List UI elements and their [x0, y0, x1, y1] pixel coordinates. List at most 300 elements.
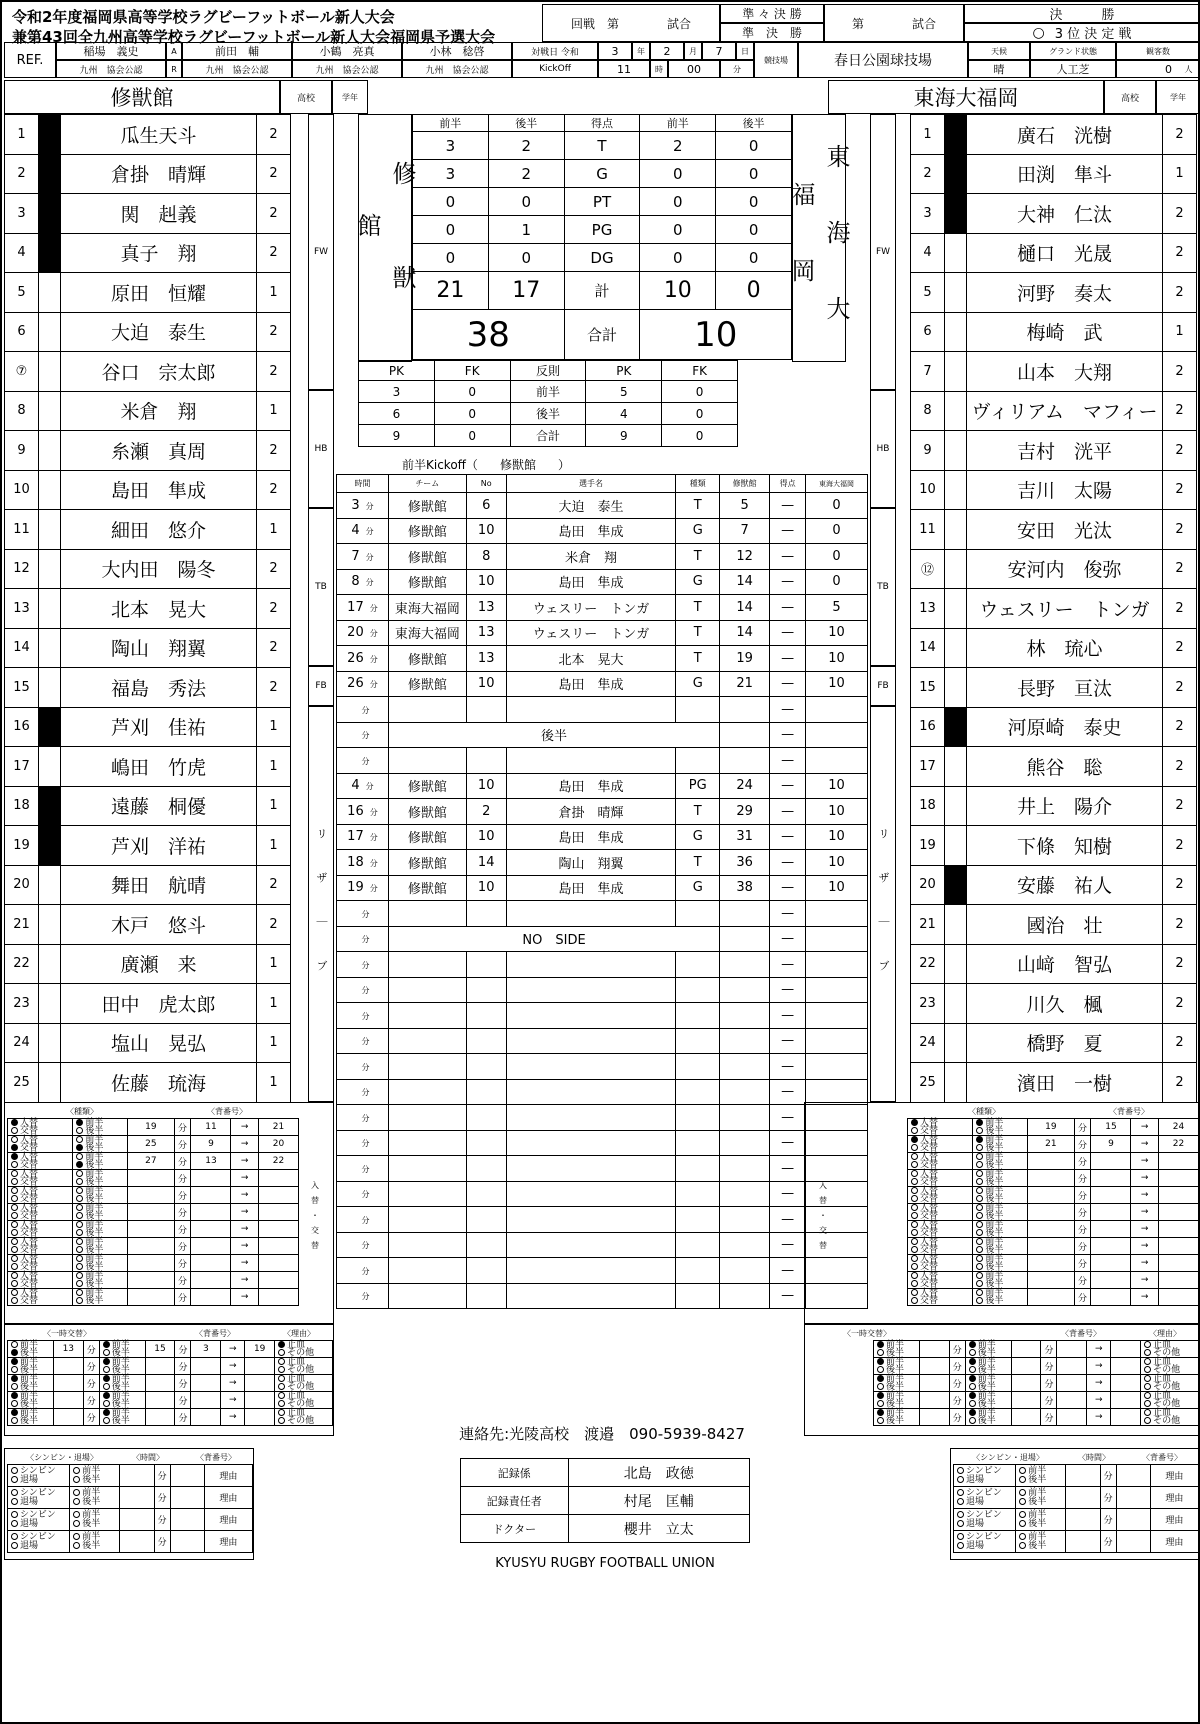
radio-option[interactable]	[1144, 1349, 1151, 1356]
score-cell: 0	[716, 132, 792, 160]
radio-option[interactable]	[957, 1511, 964, 1518]
radio-option[interactable]	[911, 1204, 918, 1211]
radio-option[interactable]	[976, 1136, 983, 1143]
radio-option[interactable]	[73, 1489, 80, 1496]
player-number: 14	[911, 628, 945, 668]
radio-option[interactable]	[911, 1246, 918, 1253]
radio-option[interactable]	[11, 1272, 18, 1279]
radio-option[interactable]	[957, 1533, 964, 1540]
event-team	[388, 952, 466, 978]
radio-option[interactable]	[76, 1212, 83, 1219]
radio-option[interactable]	[11, 1297, 18, 1304]
radio-option[interactable]	[11, 1349, 18, 1356]
radio-option[interactable]	[11, 1195, 18, 1202]
radio-option[interactable]	[1144, 1341, 1151, 1348]
radio-option[interactable]	[11, 1383, 18, 1390]
radio-option[interactable]	[73, 1476, 80, 1483]
radio-option[interactable]	[103, 1366, 110, 1373]
temp-out-half: 前半 後半	[874, 1358, 920, 1375]
radio-option[interactable]	[11, 1400, 18, 1407]
radio-option[interactable]	[103, 1400, 110, 1407]
radio-option[interactable]	[911, 1263, 918, 1270]
player-name: 橋野 夏	[967, 1023, 1163, 1063]
player-number: 18	[911, 786, 945, 826]
sub-half-cell: 前半 後半	[73, 1204, 128, 1221]
radio-option[interactable]	[103, 1417, 110, 1424]
radio-option[interactable]	[11, 1187, 18, 1194]
radio-option[interactable]	[11, 1263, 18, 1270]
player-number: 18	[5, 786, 39, 826]
event-dash: —	[770, 493, 806, 519]
radio-option[interactable]	[976, 1289, 983, 1296]
radio-option[interactable]	[11, 1161, 18, 1168]
sub-kind-cell: 人替 交替	[8, 1119, 73, 1136]
player-marker	[945, 194, 967, 234]
score-kind: T	[564, 132, 640, 160]
radio-option[interactable]	[911, 1255, 918, 1262]
radio-option[interactable]	[278, 1409, 285, 1416]
temp-reason: 止血 その他	[275, 1375, 333, 1392]
radio-option[interactable]	[911, 1195, 918, 1202]
radio-option[interactable]	[969, 1383, 976, 1390]
table-row	[5, 549, 291, 589]
radio-option[interactable]	[976, 1178, 983, 1185]
radio-option[interactable]	[1019, 1520, 1026, 1527]
player-year: 2	[1163, 115, 1197, 155]
radio-option[interactable]	[877, 1392, 884, 1399]
radio-option[interactable]	[911, 1238, 918, 1245]
table-row	[911, 510, 1197, 550]
radio-option[interactable]	[76, 1289, 83, 1296]
player-year: 2	[1163, 1063, 1197, 1103]
temp-in-half: 前半 後半	[99, 1341, 145, 1358]
radio-option[interactable]	[11, 1204, 18, 1211]
sub-kind-cell: 人替 交替	[8, 1255, 73, 1272]
radio-option[interactable]	[11, 1153, 18, 1160]
radio-option[interactable]	[103, 1349, 110, 1356]
player-year: 2	[1163, 707, 1197, 747]
radio-option[interactable]	[1144, 1383, 1151, 1390]
radio-option[interactable]	[11, 1392, 18, 1399]
radio-option[interactable]	[11, 1238, 18, 1245]
radio-option[interactable]	[911, 1187, 918, 1194]
event-no: 10	[466, 518, 506, 544]
radio-option[interactable]	[969, 1417, 976, 1424]
radio-option[interactable]	[1144, 1417, 1151, 1424]
event-kind	[676, 1003, 720, 1029]
radio-option[interactable]	[877, 1341, 884, 1348]
event-player: 島田 隼成	[506, 671, 676, 697]
radio-option[interactable]	[11, 1366, 18, 1373]
radio-option[interactable]	[969, 1375, 976, 1382]
radio-option[interactable]	[976, 1221, 983, 1228]
radio-option[interactable]	[103, 1341, 110, 1348]
radio-option[interactable]	[76, 1255, 83, 1262]
radio-option[interactable]	[877, 1366, 884, 1373]
radio-option[interactable]	[76, 1119, 83, 1126]
temp-in-min	[1011, 1392, 1041, 1409]
player-name: 樋口 光晟	[967, 233, 1163, 273]
footer-union: KYUSYU RUGBY FOOTBALL UNION	[495, 1555, 715, 1571]
radio-option[interactable]	[969, 1392, 976, 1399]
temp-arrow: →	[1087, 1409, 1111, 1426]
sub-arrow: →	[1131, 1255, 1158, 1272]
event-dash: —	[770, 620, 806, 646]
radio-option[interactable]	[76, 1170, 83, 1177]
radio-option[interactable]	[976, 1280, 983, 1287]
radio-option[interactable]	[911, 1136, 918, 1143]
radio-option[interactable]	[911, 1144, 918, 1151]
radio-option[interactable]	[911, 1289, 918, 1296]
radio-option[interactable]	[877, 1383, 884, 1390]
table-row	[337, 901, 868, 927]
radio-option[interactable]	[11, 1409, 18, 1416]
radio-option[interactable]	[1144, 1400, 1151, 1407]
radio-option[interactable]	[73, 1542, 80, 1549]
radio-option[interactable]	[278, 1417, 285, 1424]
radio-option[interactable]	[278, 1375, 285, 1382]
radio-option[interactable]	[11, 1520, 18, 1527]
radio-option[interactable]	[76, 1187, 83, 1194]
radio-option[interactable]	[957, 1542, 964, 1549]
page-title-line2: 兼第43回全九州高等学校ラグビーフットボール新人大会福岡県予選大会	[12, 28, 496, 46]
radio-option[interactable]	[976, 1263, 983, 1270]
radio-option[interactable]	[103, 1358, 110, 1365]
radio-option[interactable]	[911, 1153, 918, 1160]
radio-option[interactable]	[1019, 1533, 1026, 1540]
radio-option[interactable]	[76, 1297, 83, 1304]
player-year: 2	[257, 194, 291, 234]
radio-option[interactable]	[11, 1375, 18, 1382]
player-name: 塩山 晃弘	[61, 1023, 257, 1063]
radio-option[interactable]	[976, 1144, 983, 1151]
event-time: 26 分	[337, 671, 389, 697]
radio-option[interactable]	[976, 1272, 983, 1279]
sinbin-minute-unit: 分	[1100, 1487, 1116, 1509]
radio-option[interactable]	[877, 1409, 884, 1416]
sub-from: 13	[191, 1153, 231, 1170]
radio-option[interactable]	[911, 1272, 918, 1279]
radio-option[interactable]	[11, 1498, 18, 1505]
sub-from	[1091, 1255, 1131, 1272]
pk-col-b: PK	[586, 361, 662, 381]
radio-option[interactable]	[1144, 1409, 1151, 1416]
radio-option[interactable]	[278, 1392, 285, 1399]
sub-kind-cell: 人替 交替	[8, 1204, 73, 1221]
temp-out-min-unit: 分	[949, 1375, 965, 1392]
sub-to	[1158, 1255, 1198, 1272]
event-player	[506, 1105, 676, 1131]
sinbin-half: 前半 後半	[70, 1531, 120, 1553]
radio-option[interactable]	[103, 1409, 110, 1416]
player-year: 1	[257, 1023, 291, 1063]
radio-option[interactable]	[76, 1178, 83, 1185]
radio-option[interactable]	[11, 1289, 18, 1296]
radio-option[interactable]	[278, 1383, 285, 1390]
radio-option[interactable]	[76, 1195, 83, 1202]
player-name: 原田 恒耀	[61, 273, 257, 313]
radio-option[interactable]	[976, 1127, 983, 1134]
teamA-tempsub-num-header: 〈背番号〉	[195, 1328, 235, 1338]
radio-option[interactable]	[911, 1229, 918, 1236]
radio-option[interactable]	[73, 1511, 80, 1518]
radio-option[interactable]	[969, 1366, 976, 1373]
event-player	[506, 1079, 676, 1105]
sub-arrow: →	[1131, 1272, 1158, 1289]
radio-option[interactable]	[976, 1119, 983, 1126]
event-time: 分	[337, 748, 389, 774]
teamB-tempsub-reason-header: 〈理由〉	[1149, 1328, 1181, 1338]
radio-option[interactable]	[957, 1467, 964, 1474]
sub-minute-unit: 分	[174, 1119, 191, 1136]
radio-option[interactable]	[911, 1170, 918, 1177]
sub-to	[1158, 1187, 1198, 1204]
radio-option[interactable]	[1144, 1358, 1151, 1365]
radio-option[interactable]	[278, 1341, 285, 1348]
player-name: 大神 仁汰	[967, 194, 1163, 234]
radio-option[interactable]	[11, 1144, 18, 1151]
radio-option[interactable]	[911, 1221, 918, 1228]
radio-option[interactable]	[278, 1366, 285, 1373]
sub-kind-cell: 人替 交替	[908, 1238, 973, 1255]
radio-option[interactable]	[957, 1498, 964, 1505]
radio-option[interactable]	[11, 1533, 18, 1540]
radio-option[interactable]	[877, 1358, 884, 1365]
event-team	[388, 977, 466, 1003]
radio-option[interactable]	[1019, 1467, 1026, 1474]
radio-option[interactable]	[1019, 1476, 1026, 1483]
radio-option[interactable]	[1019, 1511, 1026, 1518]
radio-option[interactable]	[11, 1511, 18, 1518]
player-marker	[39, 391, 61, 431]
radio-option[interactable]	[976, 1170, 983, 1177]
radio-option[interactable]	[103, 1375, 110, 1382]
radio-option[interactable]	[911, 1119, 918, 1126]
event-player	[506, 697, 676, 723]
radio-option[interactable]	[957, 1476, 964, 1483]
penalty-fk-b: 0	[662, 381, 738, 403]
table-row	[337, 518, 868, 544]
player-name: 安河内 俊弥	[967, 549, 1163, 589]
radio-option[interactable]	[11, 1417, 18, 1424]
event-score-b	[806, 952, 868, 978]
radio-option[interactable]	[11, 1221, 18, 1228]
event-time: 17 分	[337, 595, 389, 621]
event-player	[506, 1258, 676, 1284]
radio-option[interactable]	[73, 1467, 80, 1474]
radio-option[interactable]	[11, 1127, 18, 1134]
radio-option[interactable]	[278, 1358, 285, 1365]
player-name: 島田 隼成	[61, 470, 257, 510]
radio-option[interactable]	[1019, 1542, 1026, 1549]
sub-kind-cell: 人替 交替	[908, 1204, 973, 1221]
radio-option[interactable]	[1019, 1498, 1026, 1505]
player-marker	[945, 944, 967, 984]
radio-option[interactable]	[11, 1341, 18, 1348]
player-name: 谷口 宗太郎	[61, 352, 257, 392]
radio-option[interactable]	[976, 1161, 983, 1168]
radio-option[interactable]	[278, 1349, 285, 1356]
radio-option[interactable]	[976, 1229, 983, 1236]
radio-option[interactable]	[911, 1297, 918, 1304]
table-row	[908, 1272, 1199, 1289]
player-number: 24	[5, 1023, 39, 1063]
radio-option[interactable]	[76, 1263, 83, 1270]
player-year: 2	[1163, 470, 1197, 510]
teamA-sub-num-header: 〈背番号〉	[207, 1106, 247, 1116]
event-team	[388, 748, 466, 774]
radio-option[interactable]	[76, 1127, 83, 1134]
table-row	[8, 1289, 299, 1306]
radio-option[interactable]	[76, 1204, 83, 1211]
player-year: 2	[1163, 233, 1197, 273]
player-number: 25	[911, 1063, 945, 1103]
radio-option[interactable]	[76, 1238, 83, 1245]
kickoff-minute: 00	[668, 60, 720, 78]
radio-option[interactable]	[76, 1153, 83, 1160]
radio-option[interactable]	[976, 1255, 983, 1262]
radio-option[interactable]	[969, 1358, 976, 1365]
radio-option[interactable]	[976, 1246, 983, 1253]
radio-option[interactable]	[76, 1246, 83, 1253]
table-row	[5, 154, 291, 194]
table-row	[337, 1079, 868, 1105]
radio-option[interactable]	[1144, 1366, 1151, 1373]
radio-option[interactable]	[976, 1212, 983, 1219]
radio-option[interactable]	[1144, 1375, 1151, 1382]
radio-option[interactable]	[76, 1161, 83, 1168]
radio-option[interactable]	[969, 1341, 976, 1348]
radio-option[interactable]	[911, 1178, 918, 1185]
player-number: 19	[5, 826, 39, 866]
venue-label: 競技場	[754, 42, 798, 78]
sub-from	[191, 1187, 231, 1204]
event-no	[466, 1130, 506, 1156]
radio-option[interactable]	[11, 1255, 18, 1262]
score-cell: 3	[413, 160, 489, 188]
player-year: 1	[257, 747, 291, 787]
radio-option[interactable]	[976, 1297, 983, 1304]
radio-option[interactable]	[976, 1204, 983, 1211]
radio-option[interactable]	[11, 1280, 18, 1287]
player-marker	[39, 786, 61, 826]
teamB-substitution-block	[804, 1102, 1200, 1324]
sinbin-reason: 理由	[204, 1487, 252, 1509]
radio-option[interactable]	[103, 1392, 110, 1399]
radio-option[interactable]	[73, 1520, 80, 1527]
radio-option[interactable]	[877, 1375, 884, 1382]
player-year: 2	[257, 628, 291, 668]
radio-option[interactable]	[11, 1476, 18, 1483]
table-row	[911, 589, 1197, 629]
table-row	[337, 1181, 868, 1207]
event-table	[336, 474, 868, 1309]
radio-option[interactable]	[911, 1127, 918, 1134]
radio-option[interactable]	[911, 1161, 918, 1168]
radio-option[interactable]	[11, 1212, 18, 1219]
sub-minute	[128, 1238, 174, 1255]
sub-kind-cell: 人替 交替	[8, 1136, 73, 1153]
radio-option[interactable]	[877, 1417, 884, 1424]
radio-option[interactable]	[103, 1383, 110, 1390]
radio-option[interactable]	[11, 1246, 18, 1253]
player-name: 井上 陽介	[967, 786, 1163, 826]
radio-option[interactable]	[969, 1349, 976, 1356]
radio-option[interactable]	[969, 1409, 976, 1416]
sub-kind-cell: 人替 交替	[908, 1119, 973, 1136]
radio-option[interactable]	[11, 1467, 18, 1474]
radio-option[interactable]	[76, 1136, 83, 1143]
radio-option[interactable]	[976, 1187, 983, 1194]
radio-option[interactable]	[76, 1229, 83, 1236]
score-cell: 2	[488, 132, 564, 160]
radio-option[interactable]	[1144, 1392, 1151, 1399]
event-time: 分	[337, 952, 389, 978]
event-dash: —	[770, 1028, 806, 1054]
radio-option[interactable]	[976, 1153, 983, 1160]
final-label: 決 勝	[964, 4, 1200, 23]
radio-option[interactable]	[957, 1489, 964, 1496]
radio-option[interactable]	[877, 1349, 884, 1356]
radio-option[interactable]	[76, 1221, 83, 1228]
radio-option[interactable]	[976, 1238, 983, 1245]
radio-option[interactable]	[911, 1280, 918, 1287]
player-year: 1	[257, 984, 291, 1024]
radio-option[interactable]	[73, 1498, 80, 1505]
radio-option[interactable]	[76, 1144, 83, 1151]
radio-option[interactable]	[11, 1136, 18, 1143]
radio-option[interactable]	[11, 1229, 18, 1236]
radio-option[interactable]	[278, 1400, 285, 1407]
event-team	[388, 1003, 466, 1029]
sum-label: 合計	[564, 310, 640, 360]
penalty-pk-b: 4	[586, 403, 662, 425]
temp-reason: 止血 その他	[1141, 1358, 1199, 1375]
radio-option[interactable]	[976, 1195, 983, 1202]
temp-out-half: 前半 後半	[874, 1341, 920, 1358]
radio-option[interactable]	[969, 1400, 976, 1407]
sub-minute-unit: 分	[174, 1204, 191, 1221]
radio-option[interactable]	[11, 1358, 18, 1365]
radio-option[interactable]	[957, 1520, 964, 1527]
radio-option[interactable]	[11, 1542, 18, 1549]
radio-option[interactable]	[73, 1533, 80, 1540]
teamA-tempsub-reason-header: 〈理由〉	[283, 1328, 315, 1338]
teamA-pos-fb: FB	[308, 666, 334, 706]
temp-arrow: →	[1087, 1392, 1111, 1409]
radio-option[interactable]	[11, 1170, 18, 1177]
radio-option[interactable]	[911, 1212, 918, 1219]
radio-option[interactable]	[76, 1280, 83, 1287]
sinbin-kind: シンビン 退場	[954, 1509, 1016, 1531]
event-player	[506, 1283, 676, 1309]
radio-option[interactable]	[76, 1272, 83, 1279]
event-score-a: 29	[720, 799, 770, 825]
sub-half-cell: 前半 後半	[73, 1153, 128, 1170]
temp-out-min	[919, 1392, 949, 1409]
radio-option[interactable]	[11, 1119, 18, 1126]
sinbin-number	[1116, 1487, 1150, 1509]
radio-option[interactable]	[11, 1489, 18, 1496]
sinbin-half: 前半 後半	[70, 1509, 120, 1531]
radio-option[interactable]	[11, 1178, 18, 1185]
sinbin-number	[1116, 1509, 1150, 1531]
event-no	[466, 1079, 506, 1105]
radio-option[interactable]	[877, 1400, 884, 1407]
event-score-b: 0	[806, 569, 868, 595]
radio-option[interactable]	[1019, 1489, 1026, 1496]
event-time: 3 分	[337, 493, 389, 519]
